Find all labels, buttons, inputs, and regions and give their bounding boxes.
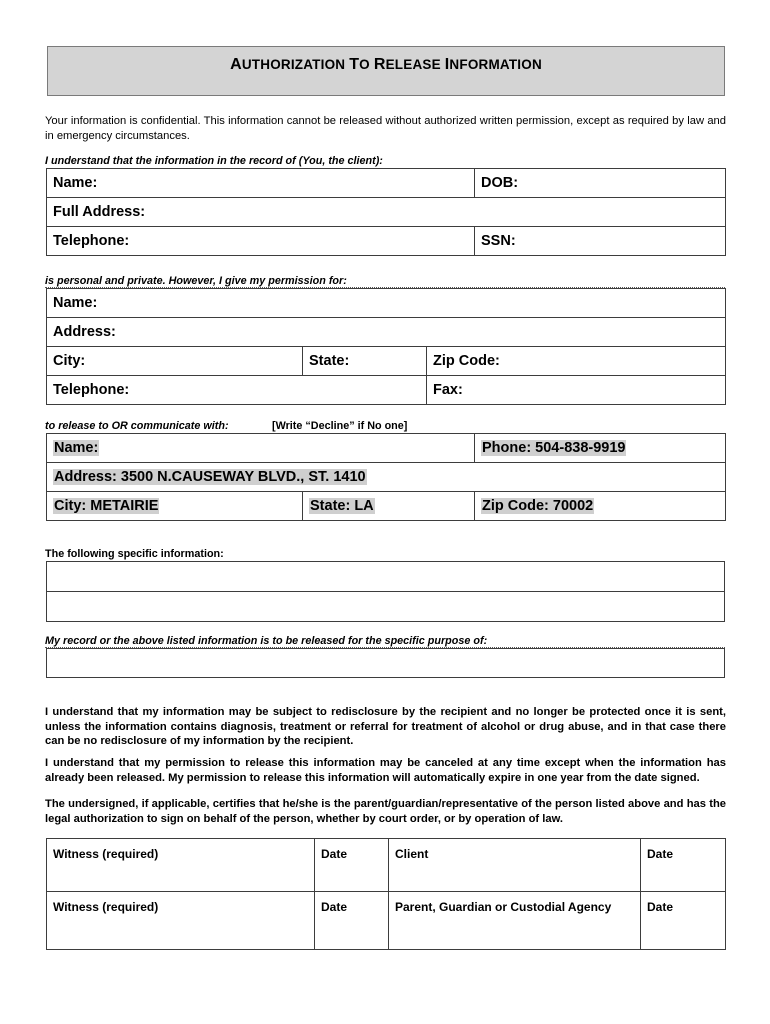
form-title: AUTHORIZATION TO RELEASE INFORMATION — [230, 56, 542, 73]
client-address-field[interactable]: Full Address: — [47, 198, 726, 227]
release-section-label: to release to OR communicate with: — [45, 420, 229, 432]
witness-date-1[interactable]: Date — [315, 839, 389, 892]
authorization-paragraph: The undersigned, if applicable, certifies that he/she is the parent/guardian/representative of the person listed above and has the legal authorization to sign on behalf of the person, whether by court order, or by operation of law. — [45, 798, 726, 825]
guardian-date[interactable]: Date — [641, 892, 726, 950]
specific-info-label: The following specific information: — [45, 548, 224, 560]
redisclosure-paragraph: I understand that my information may be subject to redisclosure by the recipient and no longer be protected once it is sent, unless the information contains diagnosis, treatment or referral for treatment of alcohol or drug abuse, and in that case there can be no redisclosure of my information by the recipient. — [45, 706, 726, 747]
release-address-field[interactable]: Address: 3500 N.CAUSEWAY BLVD., ST. 1410 — [47, 463, 726, 492]
client-telephone-field[interactable]: Telephone: — [47, 227, 475, 256]
permission-zip-field[interactable]: Zip Code: — [427, 347, 726, 376]
specific-info-table — [46, 561, 725, 622]
permission-address-field[interactable]: Address: — [47, 318, 726, 347]
confidentiality-notice: Your information is confidential. This information cannot be released without authorized written permission, except as required by law and in emergency circumstances. — [45, 115, 726, 142]
permission-fax-field[interactable]: Fax: — [427, 376, 726, 405]
client-section-label: I understand that the information in the record of (You, the client): — [45, 155, 383, 167]
title-banner — [47, 46, 725, 96]
cancellation-paragraph: I understand that my permission to release this information may be canceled at any time except when the information has already been released. My permission to release this information will automatically expire in one year from the date signed. — [45, 757, 726, 784]
purpose-label: My record or the above listed information is to be released for the specific purpose of: — [45, 635, 725, 648]
client-ssn-field[interactable]: SSN: — [475, 227, 726, 256]
release-city-field[interactable]: City: METAIRIE — [47, 492, 303, 521]
decline-note: [Write “Decline” if No one] — [272, 420, 408, 432]
client-dob-field[interactable]: DOB: — [475, 169, 726, 198]
specific-info-line-1[interactable] — [47, 562, 725, 592]
release-phone-field[interactable]: Phone: 504-838-9919 — [475, 434, 726, 463]
client-name-field[interactable]: Name: — [47, 169, 475, 198]
witness-signature-2[interactable]: Witness (required) — [47, 892, 315, 950]
purpose-table — [46, 648, 725, 678]
specific-info-line-2[interactable] — [47, 592, 725, 622]
permission-name-field[interactable]: Name: — [47, 289, 726, 318]
client-date[interactable]: Date — [641, 839, 726, 892]
permission-table — [46, 288, 726, 405]
signature-table — [46, 838, 726, 950]
client-info-table — [46, 168, 726, 256]
release-name-field[interactable]: Name: — [47, 434, 475, 463]
permission-section-label: is personal and private. However, I give my permission for: — [45, 275, 725, 288]
release-state-field[interactable]: State: LA — [303, 492, 475, 521]
release-table — [46, 433, 726, 521]
permission-state-field[interactable]: State: — [303, 347, 427, 376]
guardian-signature[interactable]: Parent, Guardian or Custodial Agency — [389, 892, 641, 950]
purpose-field[interactable] — [47, 649, 725, 678]
permission-city-field[interactable]: City: — [47, 347, 303, 376]
client-signature[interactable]: Client — [389, 839, 641, 892]
release-zip-field[interactable]: Zip Code: 70002 — [475, 492, 726, 521]
witness-date-2[interactable]: Date — [315, 892, 389, 950]
witness-signature-1[interactable]: Witness (required) — [47, 839, 315, 892]
permission-telephone-field[interactable]: Telephone: — [47, 376, 427, 405]
